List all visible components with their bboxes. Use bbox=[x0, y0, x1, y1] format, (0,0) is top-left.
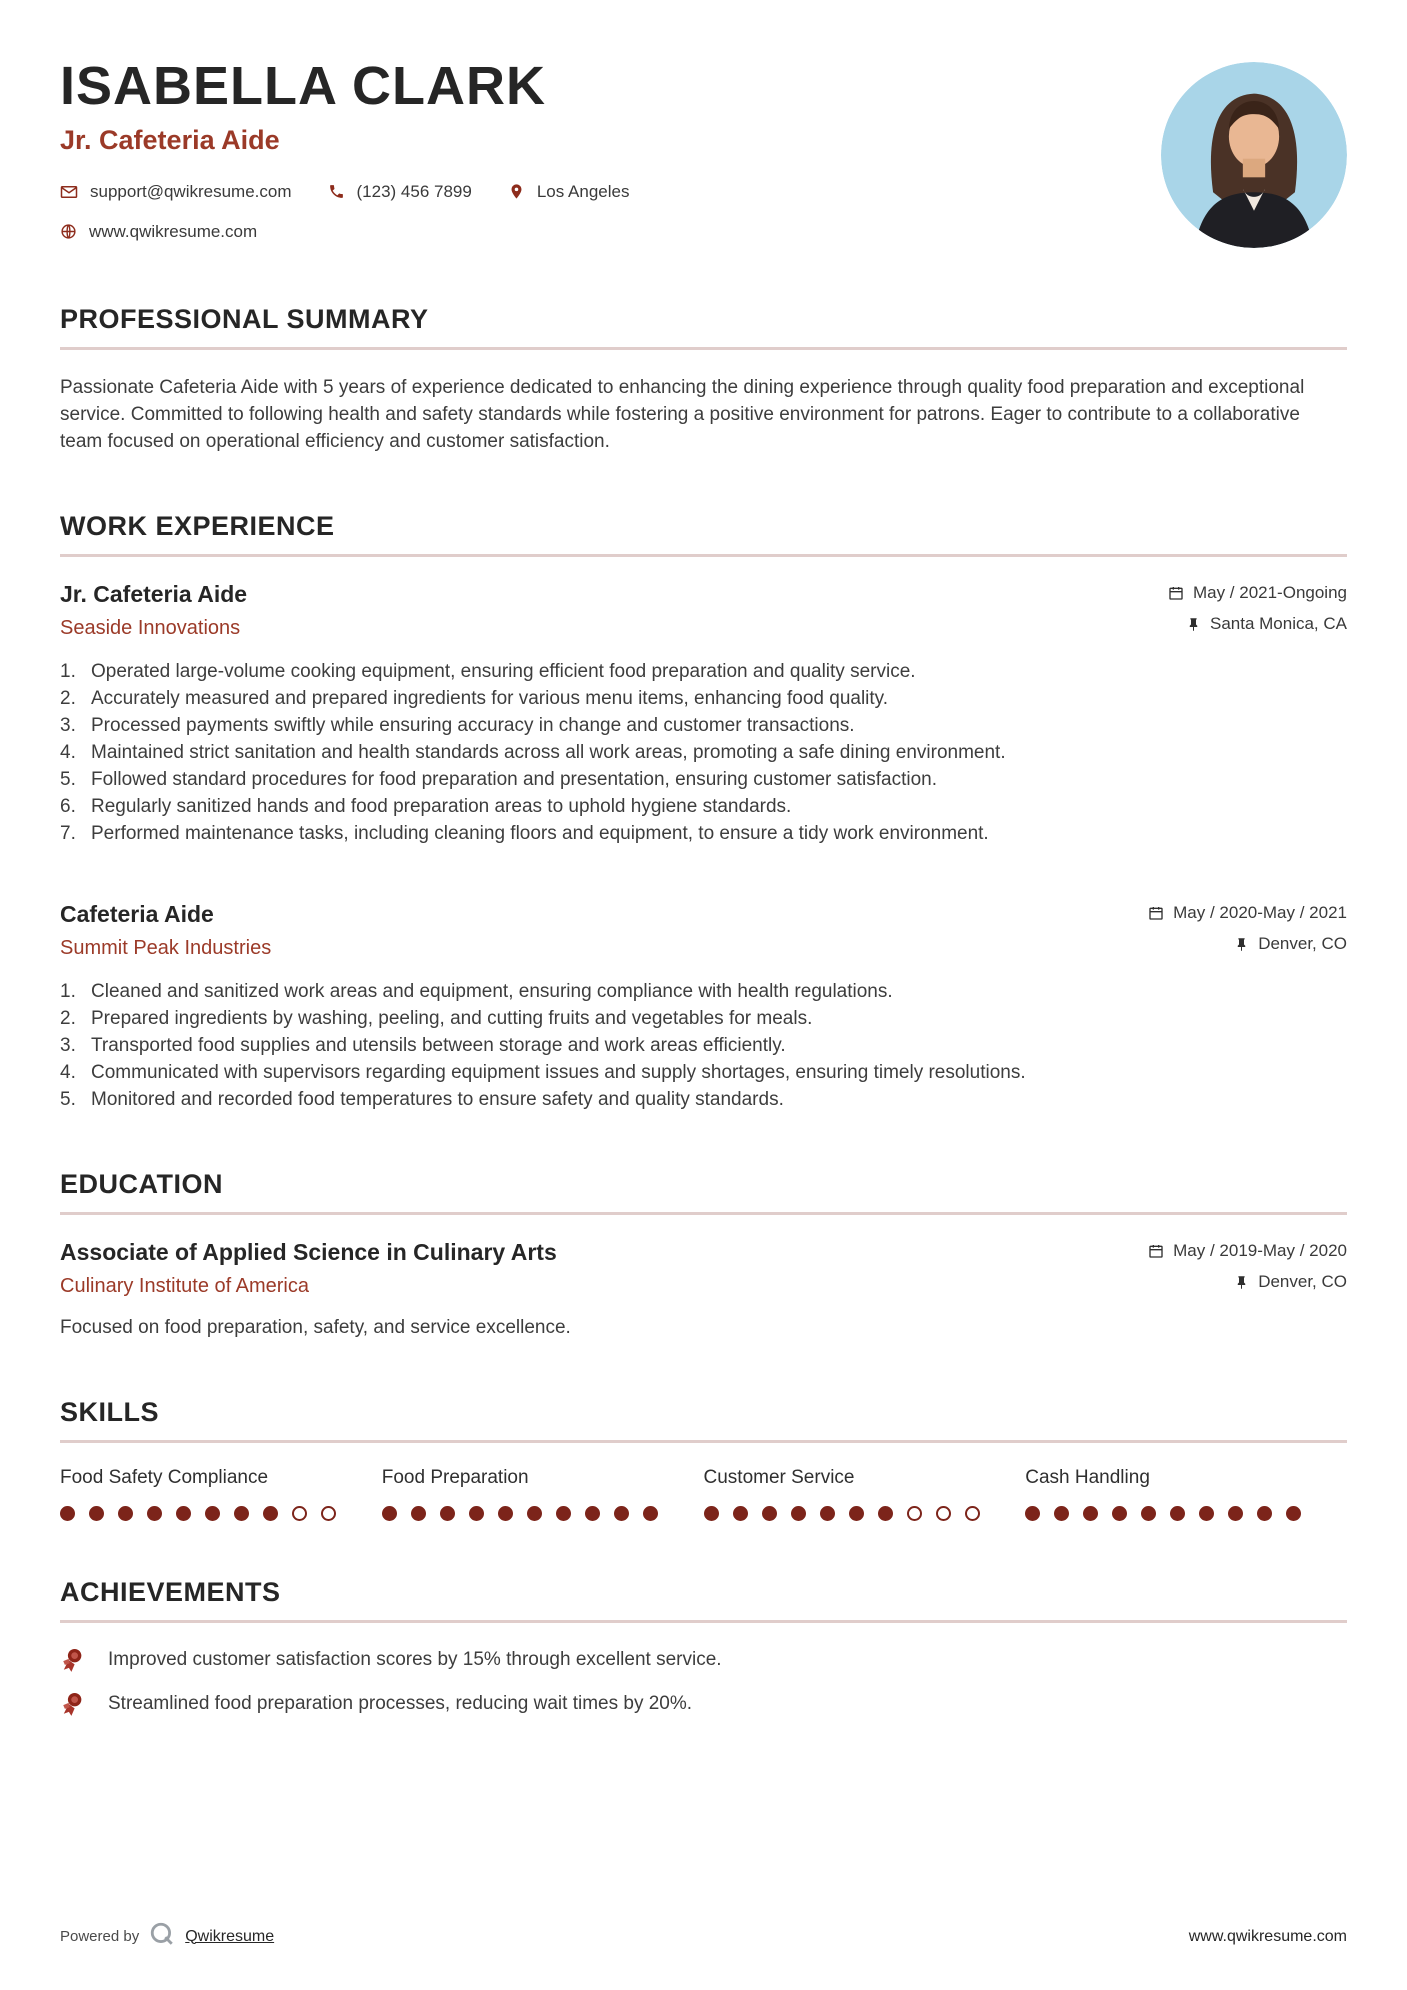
skill-item bbox=[704, 1467, 1026, 1521]
contact-email bbox=[60, 182, 292, 202]
person-job-title: Jr. Cafeteria Aide bbox=[60, 124, 280, 155]
job-bullet: Performed maintenance tasks, including cleaning floors and equipment, to ensure a tidy work environment. bbox=[91, 823, 989, 844]
skill-dot-filled bbox=[1083, 1506, 1098, 1521]
skill-dot-filled bbox=[1286, 1506, 1301, 1521]
powered-by-label: Powered by bbox=[60, 1928, 140, 1945]
job-entry bbox=[60, 581, 1347, 847]
footer bbox=[60, 1921, 1347, 1952]
experience-section bbox=[60, 511, 1347, 1113]
email-text[interactable]: support@qwikresume.com bbox=[90, 181, 292, 201]
job-bullet: Transported food supplies and utensils between storage and work areas efficiently. bbox=[91, 1035, 786, 1056]
contact-location bbox=[508, 182, 630, 202]
job-bullet-list bbox=[60, 978, 1347, 1113]
skill-dot-filled bbox=[118, 1506, 133, 1521]
job-location-text: Santa Monica, CA bbox=[1209, 614, 1347, 633]
skill-name: Food Safety Compliance bbox=[60, 1467, 269, 1488]
achievement-text: Improved customer satisfaction scores by 15% through excellent service. bbox=[108, 1649, 722, 1670]
skill-dot-filled bbox=[585, 1506, 600, 1521]
job-bullet: Prepared ingredients by washing, peeling, and cutting fruits and vegetables for meals. bbox=[91, 1008, 813, 1029]
skill-rating bbox=[704, 1506, 1026, 1521]
job-meta bbox=[1148, 901, 1347, 954]
job-header bbox=[60, 581, 1347, 640]
achievements-section bbox=[60, 1577, 1347, 1717]
job-title: Cafeteria Aide bbox=[60, 901, 214, 927]
job-bullet-list bbox=[60, 658, 1347, 847]
globe-icon bbox=[60, 223, 77, 240]
education-location bbox=[1148, 1272, 1347, 1292]
education-note: Focused on food preparation, safety, and service excellence. bbox=[60, 1317, 571, 1338]
skill-dot-filled bbox=[1025, 1506, 1040, 1521]
contact-phone bbox=[328, 182, 472, 202]
skill-dot-filled bbox=[733, 1506, 748, 1521]
phone-icon bbox=[328, 183, 345, 200]
job-title: Jr. Cafeteria Aide bbox=[60, 581, 248, 607]
job-meta bbox=[1168, 581, 1347, 634]
job-entry bbox=[60, 901, 1347, 1113]
education-section bbox=[60, 1169, 1347, 1341]
section-heading-skills: SKILLS bbox=[60, 1397, 1347, 1443]
award-ribbon-icon bbox=[60, 1691, 86, 1717]
pushpin-icon bbox=[1234, 1275, 1249, 1290]
achievement-text: Streamlined food preparation processes, reducing wait times by 20%. bbox=[108, 1693, 693, 1714]
map-pin-icon bbox=[508, 183, 525, 200]
job-bullet: Monitored and recorded food temperatures to ensure safety and quality standards. bbox=[91, 1089, 784, 1110]
skill-dot-filled bbox=[1228, 1506, 1243, 1521]
skill-dot-filled bbox=[556, 1506, 571, 1521]
job-company: Summit Peak Industries bbox=[60, 937, 272, 959]
skill-dot-filled bbox=[1199, 1506, 1214, 1521]
skill-item bbox=[1025, 1467, 1347, 1521]
job-bullet: Communicated with supervisors regarding equipment issues and supply shortages, ensuring timely resolutions. bbox=[91, 1062, 1026, 1083]
calendar-icon bbox=[1148, 905, 1164, 921]
skill-dot-filled bbox=[440, 1506, 455, 1521]
section-heading-summary: PROFESSIONAL SUMMARY bbox=[60, 304, 1347, 350]
job-dates-text: May / 2021-Ongoing bbox=[1192, 583, 1347, 602]
education-header bbox=[60, 1239, 1347, 1298]
job-bullet: Followed standard procedures for food preparation and presentation, ensuring customer satisfaction. bbox=[91, 769, 937, 790]
job-dates bbox=[1168, 583, 1347, 603]
section-heading-education: EDUCATION bbox=[60, 1169, 1347, 1215]
calendar-icon bbox=[1148, 1243, 1164, 1259]
calendar-icon bbox=[1168, 585, 1184, 601]
skill-dot-filled bbox=[234, 1506, 249, 1521]
skill-dot-filled bbox=[791, 1506, 806, 1521]
job-dates bbox=[1148, 903, 1347, 923]
skill-item bbox=[60, 1467, 382, 1521]
footer-branding bbox=[60, 1921, 274, 1952]
skill-dot-filled bbox=[1112, 1506, 1127, 1521]
summary-section bbox=[60, 304, 1347, 455]
location-text: Los Angeles bbox=[536, 181, 630, 201]
education-dates-text: May / 2019-May / 2020 bbox=[1173, 1241, 1347, 1260]
skill-dot-filled bbox=[878, 1506, 893, 1521]
job-header bbox=[60, 901, 1347, 960]
qwikresume-link[interactable]: Qwikresume bbox=[185, 1927, 275, 1945]
skill-dot-empty bbox=[907, 1506, 922, 1521]
footer-url[interactable]: www.qwikresume.com bbox=[1188, 1927, 1347, 1945]
skill-dot-filled bbox=[89, 1506, 104, 1521]
email-icon bbox=[60, 183, 78, 201]
phone-text: (123) 456 7899 bbox=[356, 181, 472, 201]
skill-dot-filled bbox=[411, 1506, 426, 1521]
job-location bbox=[1148, 934, 1347, 954]
job-dates-text: May / 2020-May / 2021 bbox=[1173, 903, 1347, 922]
job-bullet: Cleaned and sanitized work areas and equipment, ensuring compliance with health regulations. bbox=[91, 981, 893, 1002]
pushpin-icon bbox=[1186, 617, 1201, 632]
skills-section bbox=[60, 1397, 1347, 1521]
skill-rating bbox=[60, 1506, 382, 1521]
skill-rating bbox=[382, 1506, 704, 1521]
skill-dot-filled bbox=[643, 1506, 658, 1521]
contact-row-primary bbox=[60, 182, 629, 202]
job-location bbox=[1168, 614, 1347, 634]
skill-dot-filled bbox=[762, 1506, 777, 1521]
skill-rating bbox=[1025, 1506, 1347, 1521]
profile-photo bbox=[1161, 62, 1347, 248]
skill-dot-filled bbox=[1257, 1506, 1272, 1521]
skill-dot-filled bbox=[147, 1506, 162, 1521]
skill-dot-filled bbox=[382, 1506, 397, 1521]
contact-row-secondary bbox=[60, 222, 629, 242]
job-bullet: Maintained strict sanitation and health standards across all work areas, promoting a safe dining environment. bbox=[91, 742, 1006, 763]
section-heading-achievements: ACHIEVEMENTS bbox=[60, 1577, 1347, 1623]
job-bullet: Regularly sanitized hands and food preparation areas to uphold hygiene standards. bbox=[91, 796, 792, 817]
skill-dot-filled bbox=[469, 1506, 484, 1521]
header-identity bbox=[60, 58, 629, 242]
education-meta bbox=[1148, 1239, 1347, 1292]
education-location-text: Denver, CO bbox=[1258, 1272, 1347, 1291]
summary-text: Passionate Cafeteria Aide with 5 years of experience dedicated to enhancing the dining experience through quality food preparation and exceptional service. Committed to following health and safety standards while fostering a positive environment for patrons. Eager to contribute to a collaborative team focused on operational efficiency and customer satisfaction. bbox=[60, 377, 1305, 452]
skills-list bbox=[60, 1467, 1347, 1521]
job-bullet: Accurately measured and prepared ingredients for various menu items, enhancing food quality. bbox=[91, 688, 889, 709]
person-name: ISABELLA CLARK bbox=[60, 56, 546, 116]
education-degree: Associate of Applied Science in Culinary Arts bbox=[60, 1239, 557, 1265]
achievement-item bbox=[60, 1647, 1347, 1673]
skill-dot-empty bbox=[965, 1506, 980, 1521]
education-school: Culinary Institute of America bbox=[60, 1275, 309, 1297]
skill-dot-empty bbox=[936, 1506, 951, 1521]
job-bullet: Operated large-volume cooking equipment, ensuring efficient food preparation and quality service. bbox=[91, 661, 916, 682]
contact-website bbox=[60, 222, 257, 242]
skill-name: Customer Service bbox=[703, 1467, 855, 1488]
skill-dot-filled bbox=[527, 1506, 542, 1521]
skill-dot-filled bbox=[1141, 1506, 1156, 1521]
job-bullet: Processed payments swiftly while ensuring accuracy in change and customer transactions. bbox=[91, 715, 855, 736]
skill-dot-filled bbox=[849, 1506, 864, 1521]
skill-dot-empty bbox=[321, 1506, 336, 1521]
job-location-text: Denver, CO bbox=[1258, 934, 1347, 953]
skill-dot-filled bbox=[498, 1506, 513, 1521]
education-dates bbox=[1148, 1241, 1347, 1261]
skill-dot-empty bbox=[292, 1506, 307, 1521]
skill-dot-filled bbox=[1054, 1506, 1069, 1521]
skill-dot-filled bbox=[704, 1506, 719, 1521]
header bbox=[60, 58, 1347, 248]
skill-name: Food Preparation bbox=[381, 1467, 529, 1488]
pushpin-icon bbox=[1234, 937, 1249, 952]
skill-item bbox=[382, 1467, 704, 1521]
skill-dot-filled bbox=[614, 1506, 629, 1521]
award-ribbon-icon bbox=[60, 1647, 86, 1673]
qwikresume-q-logo bbox=[149, 1921, 175, 1952]
achievement-item bbox=[60, 1691, 1347, 1717]
skill-dot-filled bbox=[176, 1506, 191, 1521]
website-text[interactable]: www.qwikresume.com bbox=[89, 221, 258, 241]
skill-dot-filled bbox=[1170, 1506, 1185, 1521]
skill-dot-filled bbox=[820, 1506, 835, 1521]
skill-dot-filled bbox=[60, 1506, 75, 1521]
skill-dot-filled bbox=[263, 1506, 278, 1521]
skill-name: Cash Handling bbox=[1025, 1467, 1150, 1488]
section-heading-experience: WORK EXPERIENCE bbox=[60, 511, 1347, 557]
skill-dot-filled bbox=[205, 1506, 220, 1521]
job-company: Seaside Innovations bbox=[60, 617, 241, 639]
